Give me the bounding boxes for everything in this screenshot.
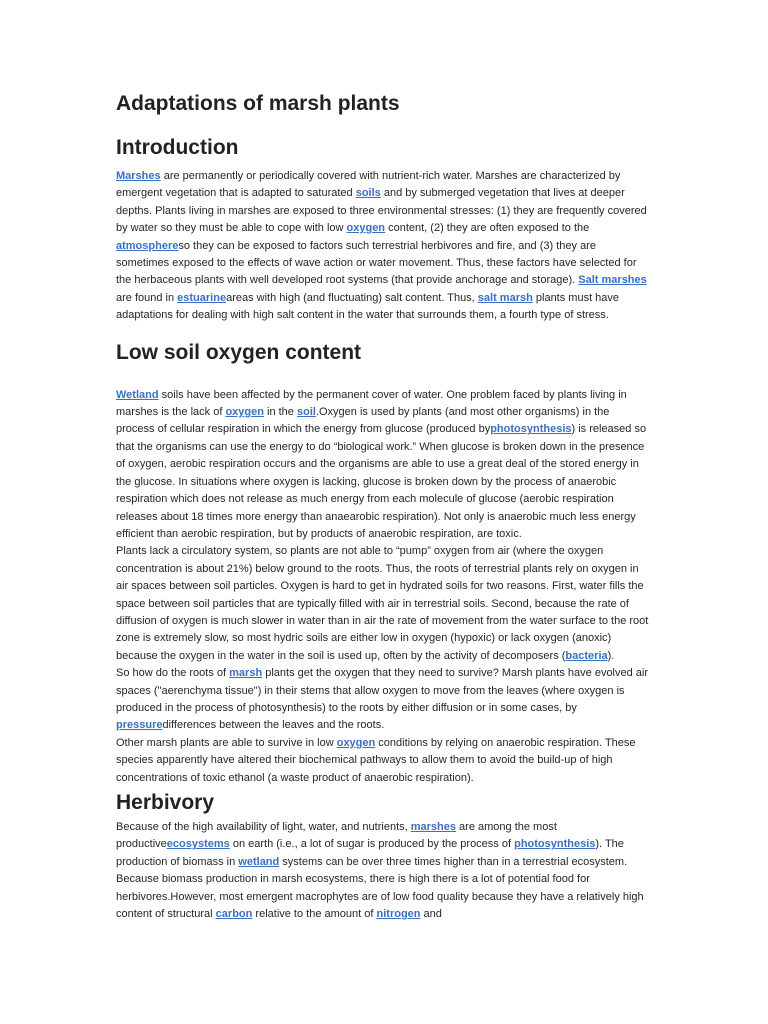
text-run: in the [263, 406, 297, 419]
text-run: are permanently or periodically covered with nutrient-rich water. Marshes are characterized by emergent vegetation that is adapted to saturated [116, 170, 621, 200]
hyperlink[interactable]: Marshes [116, 170, 161, 182]
paragraph [116, 819, 650, 923]
text-run: content, (2) they are often exposed to the [385, 222, 590, 235]
text-run: Because of the high availability of light, water, and nutrients, [116, 821, 411, 833]
text-run: .Oxygen is used by plants (and most other organisms) in the process of cellular respiration in which the energy from glucose (produced by [116, 406, 610, 436]
heading-low-soil-oxygen: Low soil oxygen content [116, 340, 362, 364]
hyperlink[interactable]: ecosystems [166, 838, 230, 851]
text-run: plants get the oxygen that they need to survive? Marsh plants have evolved air spaces ("aerenchyma tissue") in their stems that allow oxygen to move from the leaves (where oxygen is produced in the process of photosynthesis) to the roots by either diffusion or in some cases, by [116, 667, 649, 714]
hyperlink[interactable]: soil [296, 406, 316, 419]
hyperlink[interactable]: Wetland [116, 388, 159, 401]
text-run: So how do the roots of [116, 667, 230, 680]
text-run: conditions by relying on anaerobic respiration. These species apparently have altered their biochemical pathways to allow them to avoid the build-up of high concentrations of toxic ethanol (a waste product of anaerobic respiration). [116, 736, 636, 784]
text-run: so they can be exposed to factors such terrestrial herbivores and fire, and (3) they are sometimes exposed to the effects of wave action or water movement. Thus, these factors have selected for the herbaceous plants with well developed root systems (that provide anchorage and storage). [116, 239, 637, 287]
text-run: are found in [116, 291, 178, 304]
heading-herbivory: Herbivory [116, 791, 215, 814]
paragraph [116, 387, 650, 544]
hyperlink[interactable]: photosynthesis [490, 423, 572, 436]
hyperlink[interactable]: bacteria [565, 649, 608, 662]
paragraph [116, 665, 650, 735]
heading-introduction: Introduction [116, 136, 239, 159]
text-run: areas with high (and fluctuating) salt content. Thus, [226, 291, 478, 304]
text-run: Plants lack a circulatory system, so plants are not able to “pump” oxygen from air (where the oxygen concentration is about 21%) below ground to the roots. Thus, the roots of terrestrial plants rely on oxygen in air spaces between soil particles. Oxygen is hard to get in hydrated soils for two reasons. First, water fills the space between soil particles that are typically filled with air in terrestrial soils. Second, because the rate of diffusion of oxygen is much slower in water than in air the rate of movement from the water surface to the root zone is extremely slow, so most hydric soils are either low in oxygen (hypoxic) or lack oxygen (anoxic) because the oxygen in the water in the soil is used up, often by the activity of decomposers ( [116, 545, 649, 662]
hyperlink[interactable]: atmosphere [116, 239, 179, 252]
text-run: ). The production of biomass in [116, 838, 624, 868]
hyperlink[interactable]: soils [355, 187, 381, 200]
hyperlink[interactable]: Salt marshes [578, 274, 647, 287]
text-run: and [420, 908, 442, 921]
text-run: soils have been affected by the permanent cover of water. One problem faced by plants living in marshes is the lack of [116, 388, 627, 419]
document-title: Adaptations of marsh plants [116, 92, 400, 115]
hyperlink[interactable]: oxygen [336, 736, 376, 749]
text-run: on earth (i.e., a lot of sugar is produced by the process of [229, 838, 515, 851]
hyperlink[interactable]: oxygen [346, 222, 386, 235]
hyperlink[interactable]: carbon [215, 908, 253, 921]
text-run: plants must have adaptations for dealing with high salt content in the water that surrounds them, a fourth type of stress. [116, 291, 620, 322]
text-run: and by submerged vegetation that lives at deeper depths. Plants living in marshes are exposed to three environmental stresses: (1) they are frequently covered by water so they must be able to cope with low [116, 187, 647, 235]
text-run: relative to the amount of [252, 908, 377, 921]
hyperlink[interactable]: marsh [229, 667, 263, 680]
paragraph [116, 543, 650, 665]
hyperlink[interactable]: nitrogen [376, 908, 421, 921]
text-run: are among the most productive [116, 821, 557, 851]
text-run: systems can be over three times higher than in a terrestrial ecosystem. Because biomass production in marsh ecosystems, there is high there is a lot of potential food for herbivores.However, most emergent macrophytes are of low food quality because they have a relatively high content of structural [116, 855, 644, 921]
hyperlink[interactable]: pressure [116, 719, 163, 732]
hyperlink[interactable]: marshes [410, 821, 456, 833]
paragraph [116, 735, 650, 787]
text-run: ). [607, 649, 615, 662]
text-run: ) is released so that the organisms can use the energy to do “biological work.” When glucose is broken down in the presence of oxygen, aerobic respiration occurs and the organisms are able to use a great deal of the stored energy in the glucose. In situations where oxygen is lacking, glucose is broken down by the process of anaerobic respiration which does not release as much energy from each molecule of glucose (aerobic respiration releases about 18 times more energy than anaearobic respiration). Not only is anaerobic much less energy efficient than aerobic respiration, but by products of anaerobic respiration, are toxic. [116, 423, 647, 540]
text-run: differences between the leaves and the roots. [162, 719, 385, 732]
hyperlink[interactable]: wetland [238, 855, 280, 868]
paragraph [116, 168, 650, 325]
hyperlink[interactable]: salt marsh [477, 291, 533, 304]
hyperlink[interactable]: oxygen [225, 406, 264, 419]
hyperlink[interactable]: photosynthesis [514, 838, 596, 851]
hyperlink[interactable]: estuarine [177, 291, 227, 304]
text-run: Other marsh plants are able to survive in low [116, 736, 337, 749]
